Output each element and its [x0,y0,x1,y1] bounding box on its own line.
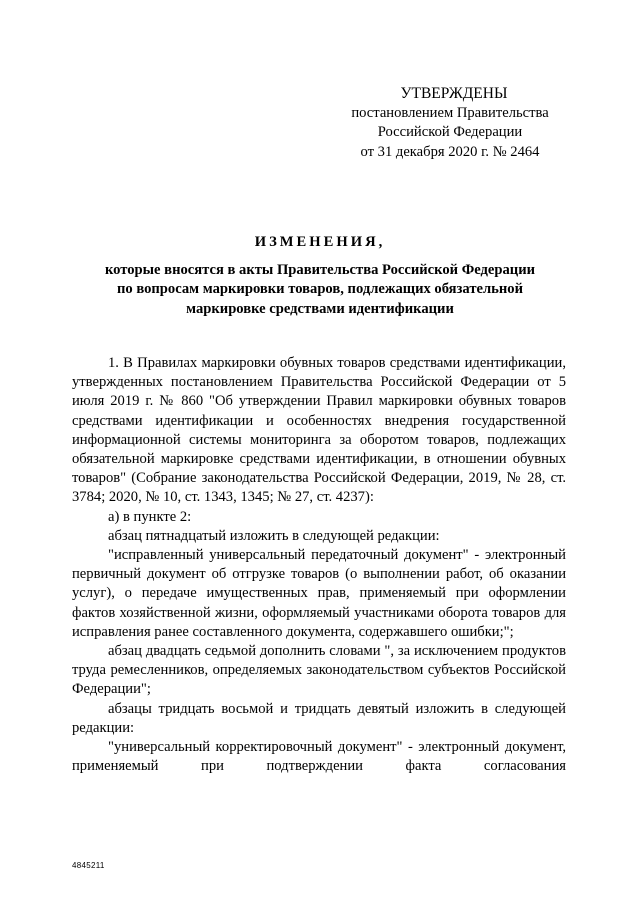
document-title [72,233,568,319]
subtitle-line: которые вносятся в акты Правительства Российской Федерации [104,261,536,278]
paragraph: абзац двадцать седьмой дополнить словами ", за исключением продуктов труда ремесленников, определяемых законодательством субъектов Российской Федерации"; [72,643,566,698]
approval-heading: УТВЕРЖДЕНЫ [400,85,508,102]
subtitle-line: по вопросам маркировки товаров, подлежащих обязательной [116,281,524,297]
document-code: 4845211 [72,861,105,870]
approval-line: постановлением Правительства [351,104,549,121]
paragraph: 1. В Правилах маркировки обувных товаров средствами идентификации, утвержденных постановлением Правительства Российской Федерации от 5 июля 2019 г. № 860 "Об утверждении Правил маркировки обувных товаров средствами идентификации и особенностях внедрения государственной информационной системы мониторинга за оборотом товаров, подлежащих обязательной маркировке средствами идентификации, в отношении обувных товаров" (Собрание законодательства Российской Федерации, 2019, № 28, ст. 3784; 2020, № 10, ст. 1343, 1345; № 27, ст. 4237): [72,355,566,506]
main-title: ИЗМЕНЕНИЯ, [254,234,386,250]
approval-line: Российской Федерации [377,124,523,140]
paragraph: абзацы тридцать восьмой и тридцать девятый изложить в следующей редакции: [72,700,566,736]
subtitle-line: маркировке средствами идентификации [186,300,454,317]
approval-stamp [330,84,570,162]
document-body [72,354,566,776]
paragraph: абзац пятнадцатый изложить в следующей редакции: [108,527,440,544]
paragraph: "исправленный универсальный передаточный документ" - электронный первичный документ об отгрузке товаров (о выполнении работ, об оказании услуг), о передаче имущественных прав, применяемый при оформлении фактов хозяйственной жизни, оформляемый участниками оборота товаров для исправления ранее составленного документа, содержавшего ошибки;"; [72,547,566,640]
paragraph: "универсальный корректировочный документ" - электронный документ, применяемый при подтверждении факта согласования [72,739,566,775]
approval-date-number: от 31 декабря 2020 г. № 2464 [360,143,540,160]
paragraph: а) в пункте 2: [108,508,192,525]
